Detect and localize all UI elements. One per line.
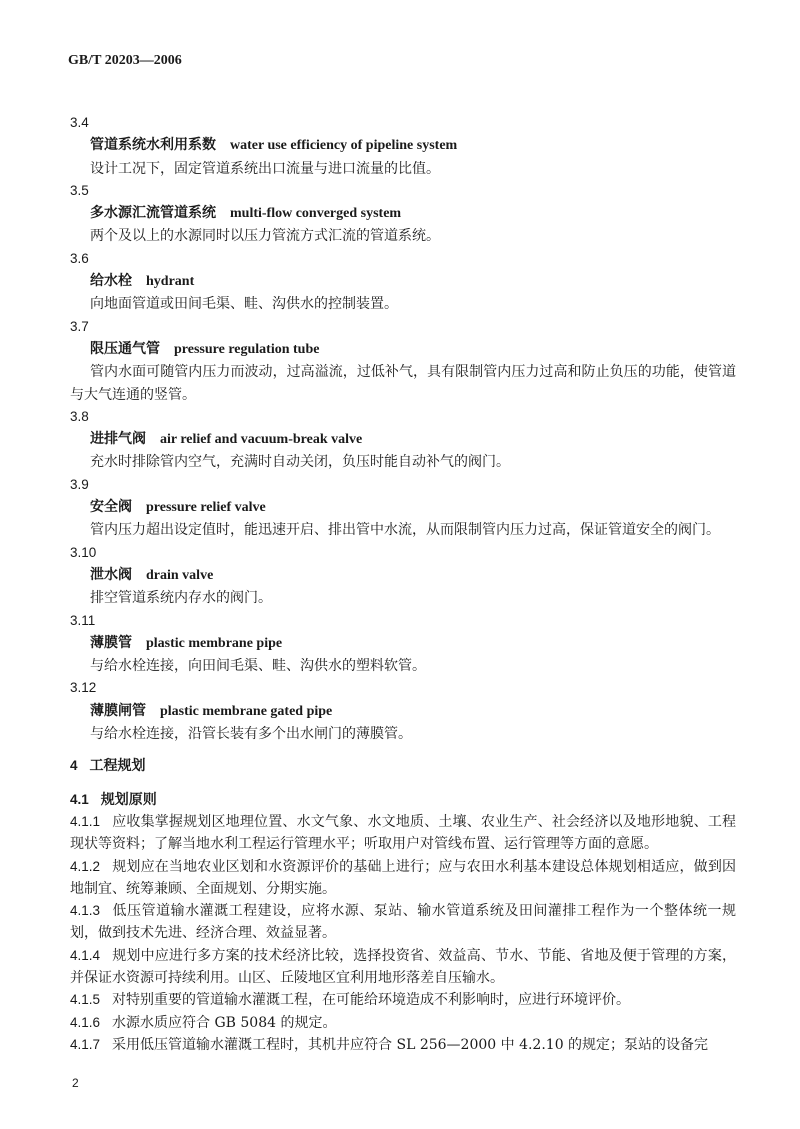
term-entry xyxy=(70,406,736,474)
term-number: 3.5 xyxy=(70,182,89,198)
clause-number: 4.1.6 xyxy=(70,1014,101,1030)
term-chinese: 进排气阀 xyxy=(90,431,146,448)
clause-text: 采用低压管道输水灌溉工程时，其机井应符合 SL 256—2000 中 4.2.10 的规定；泵站的设备完 xyxy=(112,1036,709,1053)
term-heading xyxy=(70,700,736,723)
clause-paragraph xyxy=(70,1034,736,1056)
term-heading xyxy=(70,202,736,225)
term-english: water use efficiency of pipeline system xyxy=(230,138,458,154)
term-definition: 向地面管道或田间毛渠、畦、沟供水的控制装置。 xyxy=(90,296,398,313)
term-definition: 管内压力超出设定值时，能迅速开启、排出管中水流，从而限制管内压力过高，保证管道安全的阀门。 xyxy=(90,522,720,539)
term-definition: 设计工况下，固定管道系统出口流量与进口流量的比值。 xyxy=(90,160,440,177)
term-definition: 管内水面可随管内压力而波动，过高溢流，过低补气，具有限制管内压力过高和防止负压的功能，使管道与大气连通的竖管。 xyxy=(70,364,736,403)
clause-number: 4.1.7 xyxy=(70,1036,101,1052)
term-entry xyxy=(70,248,736,316)
clause-text: 规划中应进行多方案的技术经济比较，选择投资省、效益高、节水、节能、省地及便于管理的方案，并保证水资源可持续利用。山区、丘陵地区宜利用地形落差自压输水。 xyxy=(70,947,736,986)
clause-paragraph xyxy=(70,1012,736,1034)
term-number: 3.12 xyxy=(70,680,97,696)
terms-list xyxy=(70,112,736,745)
clause-number: 4.1.2 xyxy=(70,858,101,874)
clause-paragraph xyxy=(70,989,736,1011)
term-heading xyxy=(70,134,736,157)
clause-number: 4.1.3 xyxy=(70,903,101,919)
term-english: hydrant xyxy=(146,274,195,290)
subsection-heading xyxy=(70,789,736,811)
clauses-list xyxy=(70,811,736,1056)
section-heading xyxy=(70,755,736,777)
term-chinese: 薄膜管 xyxy=(90,634,132,651)
term-number: 3.6 xyxy=(70,250,89,266)
term-english: plastic membrane pipe xyxy=(146,635,283,651)
term-number: 3.4 xyxy=(70,115,89,130)
term-number: 3.8 xyxy=(70,408,89,424)
clause-text: 水源水质应符合 GB 5084 的规定。 xyxy=(112,1014,337,1031)
term-heading xyxy=(70,428,736,451)
clause-text: 低压管道输水灌溉工程建设，应将水源、泵站、输水管道系统及田间灌排工程作为一个整体统一规划，做到技术先进、经济合理、效益显著。 xyxy=(70,903,736,942)
clause-text: 应收集掌握规划区地理位置、水文气象、水文地质、土壤、农业生产、社会经济以及地形地貌、工程现状等资料；了解当地水利工程运行管理水平；听取用户对管线布置、运行管理等方面的意愿。 xyxy=(70,813,736,853)
section-title: 工程规划 xyxy=(89,758,146,775)
term-heading xyxy=(70,270,736,293)
subsection-number: 4.1 xyxy=(70,791,89,807)
term-chinese: 薄膜闸管 xyxy=(90,702,146,719)
term-entry xyxy=(70,316,736,406)
term-entry xyxy=(70,677,736,745)
term-chinese: 给水栓 xyxy=(90,273,132,290)
term-chinese: 限压通气管 xyxy=(90,340,160,357)
term-english: drain valve xyxy=(146,567,214,583)
term-number: 3.10 xyxy=(70,544,97,560)
term-heading xyxy=(70,564,736,587)
term-definition: 与给水栓连接，沿管长装有多个出水闸门的薄膜管。 xyxy=(90,726,412,743)
term-chinese: 泄水阀 xyxy=(90,566,132,583)
term-english: pressure relief valve xyxy=(146,500,266,516)
term-entry xyxy=(70,180,736,248)
clause-paragraph xyxy=(70,900,736,945)
clause-paragraph xyxy=(70,856,736,901)
clause-text: 对特别重要的管道输水灌溉工程，在可能给环境造成不利影响时，应进行环境评价。 xyxy=(112,992,631,1009)
term-number: 3.7 xyxy=(70,318,89,334)
term-definition: 排空管道系统内存水的阀门。 xyxy=(90,590,272,607)
clause-paragraph xyxy=(70,811,736,856)
term-english: air relief and vacuum-break valve xyxy=(160,432,363,448)
document-body xyxy=(70,112,736,1056)
term-english: pressure regulation tube xyxy=(174,341,320,357)
clause-number: 4.1.4 xyxy=(70,947,101,963)
term-english: plastic membrane gated pipe xyxy=(160,703,333,719)
term-number: 3.11 xyxy=(70,612,96,628)
term-definition: 充水时排除管内空气，充满时自动关闭，负压时能自动补气的阀门。 xyxy=(90,454,510,471)
term-chinese: 多水源汇流管道系统 xyxy=(90,205,216,222)
term-entry xyxy=(70,610,736,678)
term-heading xyxy=(70,496,736,519)
clause-number: 4.1.1 xyxy=(70,813,101,829)
page-number: 2 xyxy=(72,1076,79,1090)
clause-text: 规划应在当地农业区划和水资源评价的基础上进行；应与农田水利基本建设总体规划相适应，做到因地制宜、统筹兼顾、全面规划、分期实施。 xyxy=(70,858,736,897)
document-number-header: GB/T 20203—2006 xyxy=(68,53,182,68)
section-number: 4 xyxy=(70,758,78,774)
subsection-title: 规划原则 xyxy=(100,791,157,808)
clause-number: 4.1.5 xyxy=(70,992,101,1008)
term-definition: 两个及以上的水源同时以压力管流方式汇流的管道系统。 xyxy=(90,228,440,245)
term-heading xyxy=(70,632,736,655)
term-entry xyxy=(70,474,736,542)
term-number: 3.9 xyxy=(70,476,89,492)
term-heading xyxy=(70,338,736,361)
term-chinese: 安全阀 xyxy=(90,499,132,516)
term-entry xyxy=(70,542,736,610)
term-definition: 与给水栓连接，向田间毛渠、畦、沟供水的塑料软管。 xyxy=(90,658,426,675)
term-english: multi-flow converged system xyxy=(230,206,402,222)
clause-paragraph xyxy=(70,945,736,990)
term-entry xyxy=(70,112,736,180)
term-chinese: 管道系统水利用系数 xyxy=(90,137,216,154)
